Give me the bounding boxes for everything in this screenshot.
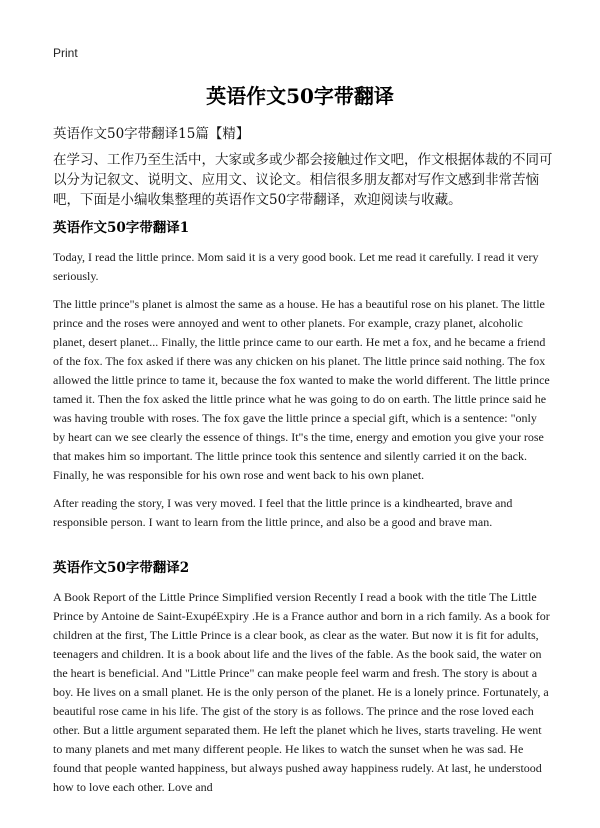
page-subtitle: 英语作文50字带翻译15篇【精】 <box>53 126 250 142</box>
print-link[interactable]: Print <box>53 46 78 60</box>
section-1-paragraph-1: Today, I read the little prince. Mom said it is a very good book. Let me read it carefully. I read it very seriously. <box>53 250 539 283</box>
section-1-paragraph-3: After reading the story, I was very moved. I feel that the little prince is a kindhearted, brave and responsible person. I want to learn from the little prince, and also be a good and brave man. <box>53 496 513 529</box>
section-2-heading: 英语作文50字带翻译2 <box>53 560 190 576</box>
intro-paragraph: 在学习、工作乃至生活中，大家或多或少都会接触过作文吧，作文根据体裁的不同可以分为记叙文、说明文、应用文、议论文。相信很多朋友都对写作文感到非常苦恼吧，下面是小编收集整理的英语作文50字带翻译，欢迎阅读与收藏。 <box>53 152 553 208</box>
section-1-heading: 英语作文50字带翻译1 <box>53 220 190 236</box>
section-2-paragraph-1: A Book Report of the Little Prince Simplified version Recently I read a book with the title The Little Prince by Antoine de Saint-ExupéExpiry .He is a France author and born in a rich family. As a book for children at the first, The Little Prince is a clear book, as clear as the water. But now it is fit for adults, teenagers and children. It is a book about life and the lives of the fable. As the book said, the water on the heart is beneficial. And "Little Prince" can make people feel warm and fresh. The story is about a boy. He lives on a small planet. He is the only person of the planet. He is a lonely prince. Fortunately, a beautiful rose came in his life. The gist of the story is as follows. The prince and the rose loved each other. But a little argument separated them. He left the planet which he lives, starts traveling. He went to many planets and met many different people. He likes to watch the sunset when he was sad. He found that people wanted happiness, but always pushed away happiness rudely. At last, he understood how to love each other. Love and <box>53 590 550 794</box>
section-1-paragraph-2: The little prince"s planet is almost the same as a house. He has a beautiful rose on his planet. The little prince and the roses were annoyed and went to other planets. For example, crazy planet, alcoholic planet, desert planet... Finally, the little prince came to our earth. He met a fox, and he became a friend of the fox. The fox asked if there was any chicken on his planet. The little prince said nothing. The fox allowed the little prince to tame it, because the fox wanted to make the world different. The little prince tamed it. Then the fox asked the little prince what he was going to do on earth. The little prince said he was having trouble with roses. The fox gave the little prince a special gift, which is a sentence: "only by heart can we see clearly the essence of things. It"s the time, energy and emotion you give your rose that makes him so important. The little prince took this sentence and silently carried it on the back. Finally, he was responsible for his own rose and went back to his own planet. <box>53 297 550 482</box>
page-title: 英语作文50字带翻译 <box>206 84 394 108</box>
